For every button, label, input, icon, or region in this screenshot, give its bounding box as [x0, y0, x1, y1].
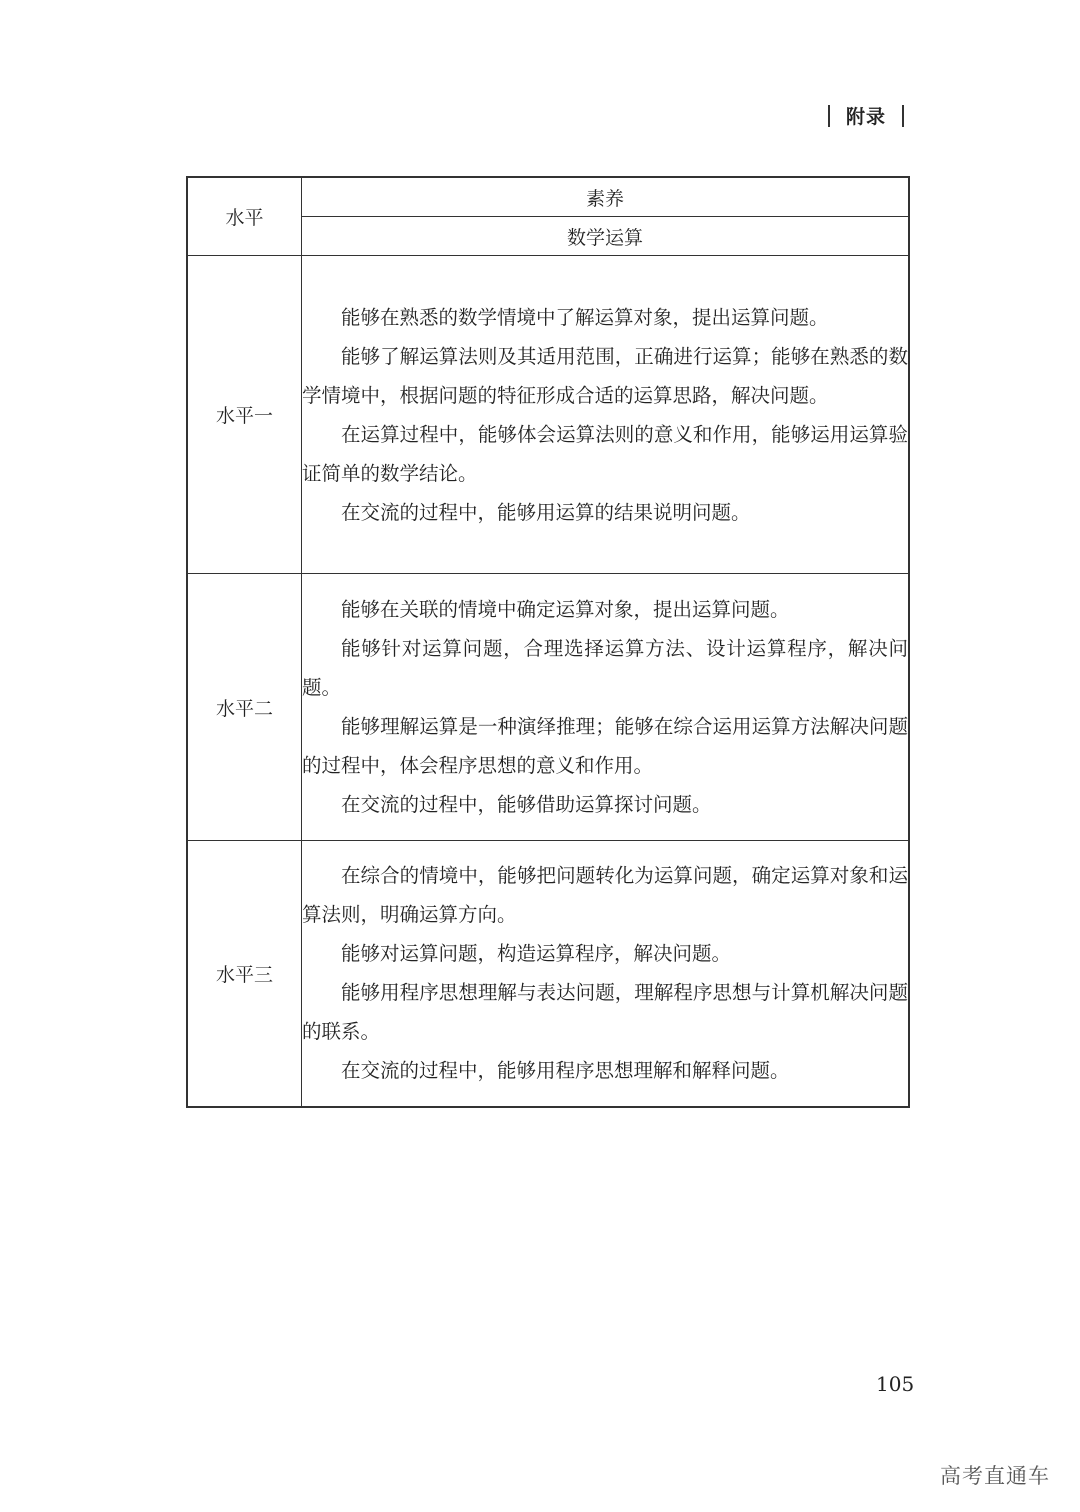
table-row — [187, 841, 909, 1107]
level-label: 水平一 — [187, 256, 302, 574]
page-number: 105 — [876, 1372, 915, 1396]
table-row — [187, 574, 909, 841]
paragraph: 在运算过程中，能够体会运算法则的意义和作用，能够运用运算验证简单的数学结论。 — [302, 422, 908, 485]
paragraph: 能够在关联的情境中确定运算对象，提出运算问题。 — [341, 598, 790, 621]
level-description — [302, 574, 910, 841]
paragraph: 能够对运算问题，构造运算程序，解决问题。 — [341, 942, 732, 966]
watermark: 高考直通车 — [940, 1464, 1050, 1488]
paragraph: 能够针对运算问题，合理选择运算方法、设计运算程序，解决问题。 — [302, 637, 908, 699]
competency-table — [186, 176, 910, 1108]
competency-name: 数学运算 — [302, 217, 910, 256]
paragraph: 能够理解运算是一种演绎推理；能够在综合运用运算方法解决问题的过程中，体会程序思想的意义和作用。 — [302, 715, 908, 777]
paragraph: 在交流的过程中，能够借助运算探讨问题。 — [341, 793, 712, 816]
header-divider-left — [828, 105, 830, 127]
section-header — [828, 102, 920, 129]
level-label: 水平三 — [187, 841, 302, 1107]
paragraph: 在综合的情境中，能够把问题转化为运算问题，确定运算对象和运算法则，明确运算方向。 — [302, 864, 908, 927]
paragraph: 在交流的过程中，能够用程序思想理解和解释问题。 — [341, 1059, 790, 1083]
level-label: 水平二 — [187, 574, 302, 841]
section-title: 附录 — [846, 106, 887, 128]
level-description — [302, 841, 910, 1107]
paragraph: 在交流的过程中，能够用运算的结果说明问题。 — [341, 500, 751, 524]
table-header-row — [187, 177, 909, 217]
level-column-header: 水平 — [187, 177, 302, 256]
paragraph: 能够用程序思想理解与表达问题，理解程序思想与计算机解决问题的联系。 — [302, 981, 908, 1044]
competency-header: 素养 — [302, 177, 910, 217]
paragraph: 能够在熟悉的数学情境中了解运算对象，提出运算问题。 — [341, 305, 829, 329]
paragraph: 能够了解运算法则及其适用范围，正确进行运算；能够在熟悉的数学情境中，根据问题的特征形成合适的运算思路，解决问题。 — [302, 344, 908, 407]
header-divider-right — [902, 105, 904, 127]
level-description — [302, 256, 910, 574]
table-row — [187, 256, 909, 574]
